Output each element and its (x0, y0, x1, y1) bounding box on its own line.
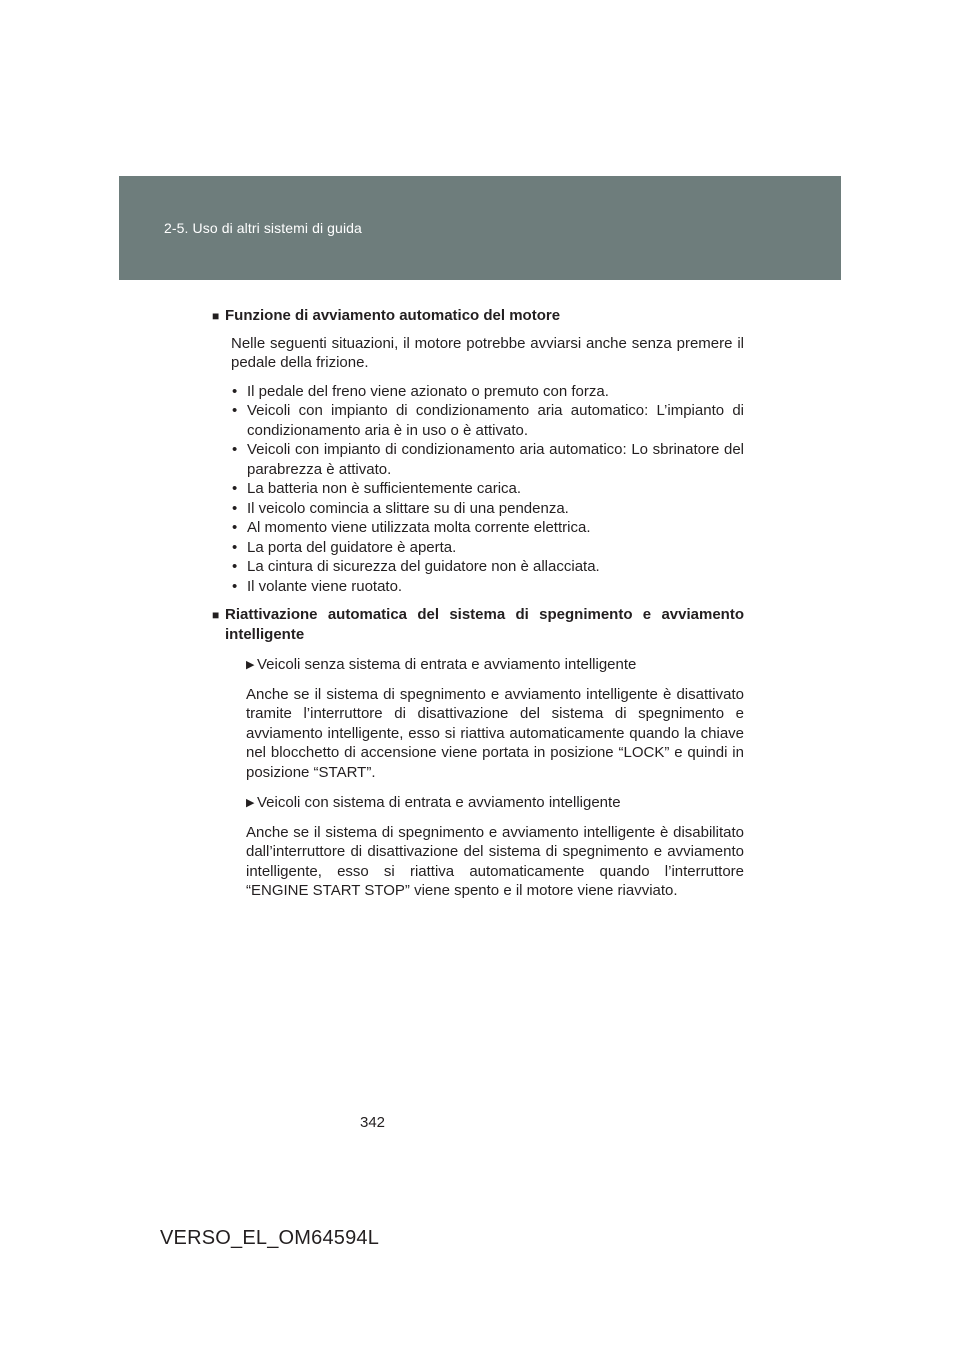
subsection-heading-with-smart-entry (246, 793, 744, 814)
triangle-arrow-icon: ▶ (246, 797, 255, 809)
bullet-dot-icon: • (232, 402, 238, 419)
list-item: • La cintura di sicurezza del guidatore non è allacciata. (232, 558, 600, 575)
bullet-dot-icon: • (232, 577, 238, 595)
list-item: • La batteria non è sufficientemente carica. (232, 480, 522, 497)
subsection-paragraph: Anche se il sistema di spegnimento e avviamento intelligente è disattivato tramite l’interruttore di disattivazione del sistema di spegnimento e avviamento intelligente, esso si riattiva automaticamente quando la chiave nel blocchetto di accensione viene portata in posizione “LOCK” e quindi in posizione “START”. (246, 685, 744, 781)
list-item: • Veicoli con impianto di condizionamento aria automatico: Lo sbrinatore del parabrezza è attivato. (232, 441, 744, 478)
square-bullet-icon: ■ (212, 309, 220, 323)
document-code: VERSO_EL_OM64594L (160, 1227, 380, 1249)
header-band (119, 176, 841, 280)
subsection-heading-text: Veicoli con sistema di entrata e avviamento intelligente (257, 794, 621, 811)
list-item: • Al momento viene utilizzata molta corrente elettrica. (232, 519, 591, 536)
list-item: • Il veicolo comincia a slittare su di una pendenza. (232, 499, 569, 517)
bullet-dot-icon: • (232, 480, 238, 497)
section-title: 2-5. Uso di altri sistemi di guida (164, 220, 362, 236)
bullet-dot-icon: • (232, 519, 238, 536)
bullet-dot-icon: • (232, 499, 238, 517)
subsection-heading-without-smart-entry (246, 655, 744, 676)
conditions-list (231, 382, 744, 597)
square-bullet-icon: ■ (212, 608, 220, 622)
section-heading-auto-start (212, 306, 744, 327)
page-number: 342 (360, 1114, 386, 1131)
bullet-dot-icon: • (232, 382, 238, 400)
list-item: • Veicoli con impianto di condizionamento aria automatico: L’impianto di condizionamento aria è in uso o è attivato. (232, 402, 744, 439)
section-heading-text: Riattivazione automatica del sistema di spegnimento e avviamento intelligente (225, 606, 744, 643)
subsection-paragraph: Anche se il sistema di spegnimento e avviamento intelligente è disabilitato dall’interruttore di disattivazione del sistema di spegnimento e avviamento intelligente, esso si riattiva automaticamente quando l’interruttore “ENGINE START STOP” viene spento e il motore viene riavviato. (246, 823, 744, 899)
subsection-heading-text: Veicoli senza sistema di entrata e avviamento intelligente (257, 656, 637, 673)
section-heading-reactivation (212, 605, 744, 644)
triangle-arrow-icon: ▶ (246, 659, 255, 671)
list-item: • La porta del guidatore è aperta. (232, 538, 457, 556)
bullet-dot-icon: • (232, 538, 238, 556)
list-item: • Il volante viene ruotato. (232, 577, 403, 595)
section-heading-text: Funzione di avviamento automatico del motore (225, 307, 561, 324)
page-content (212, 306, 744, 901)
intro-paragraph: Nelle seguenti situazioni, il motore potrebbe avviarsi anche senza premere il pedale della frizione. (231, 334, 744, 371)
list-item: • Il pedale del freno viene azionato o premuto con forza. (232, 382, 609, 400)
bullet-dot-icon: • (232, 558, 238, 575)
bullet-dot-icon: • (232, 441, 238, 458)
